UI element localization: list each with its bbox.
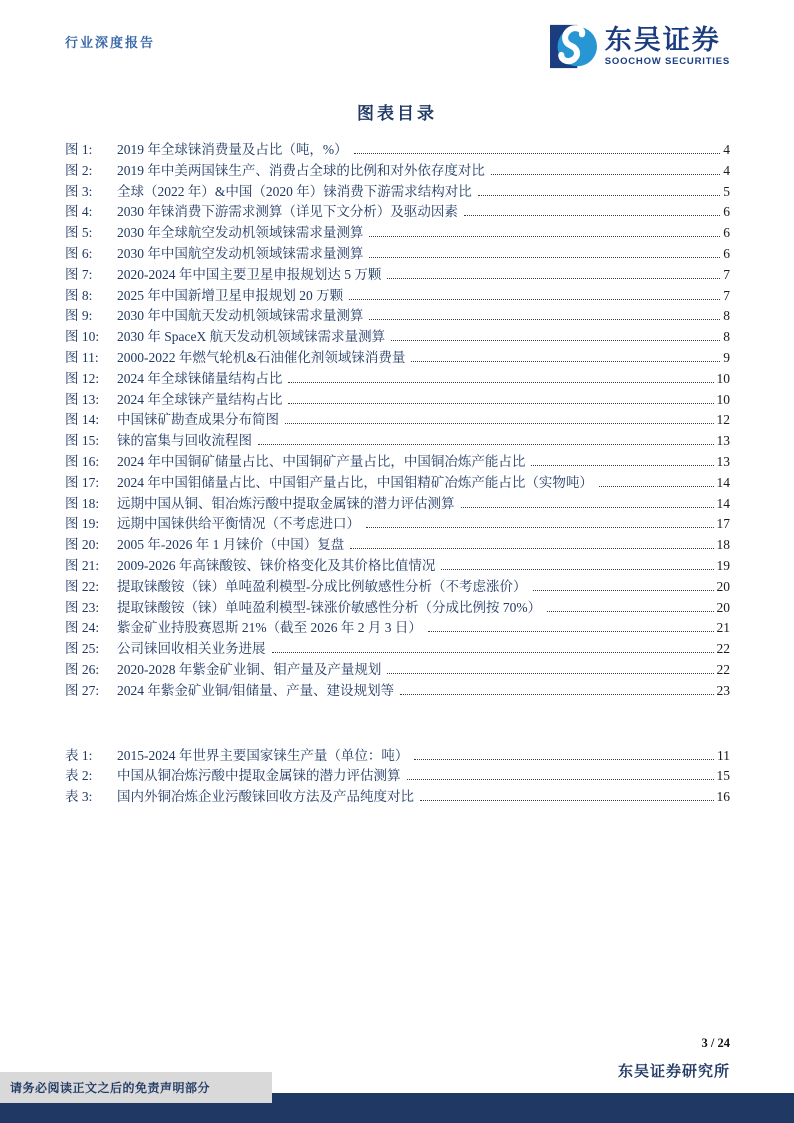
toc-entry-label: 图 9: <box>65 308 93 324</box>
toc-entry-title: 2020-2024 年中国主要卫星申报规划达 5 万颗 <box>117 266 382 282</box>
toc-entry[interactable] <box>65 512 730 533</box>
toc-entry-label: 图 2: <box>65 162 93 178</box>
toc-entry-page: 21 <box>716 620 730 636</box>
toc-entry[interactable] <box>65 764 730 785</box>
toc-entry-title: 提取铼酸铵（铼）单吨盈利模型-铼涨价敏感性分析（分成比例按 70%） <box>117 599 542 615</box>
toc-entry-label: 图 26: <box>65 661 100 677</box>
dot-leader <box>369 319 720 320</box>
toc-entry-page: 11 <box>717 747 730 763</box>
toc-entry-label: 表 3: <box>65 789 93 805</box>
toc-entry[interactable] <box>65 388 730 409</box>
toc-entry-label: 表 2: <box>65 768 93 784</box>
dot-leader <box>288 382 713 383</box>
toc-entry-label: 图 8: <box>65 287 93 303</box>
toc-entry[interactable] <box>65 159 730 180</box>
toc-entry-title: 远期中国铼供给平衡情况（不考虑进口） <box>117 516 360 532</box>
toc-entry-label: 图 23: <box>65 599 100 615</box>
toc-entry-title: 2030 年铼消费下游需求测算（详见下文分析）及驱动因素 <box>117 204 458 220</box>
toc-entry[interactable] <box>65 325 730 346</box>
toc-entry-page: 14 <box>716 495 730 511</box>
toc-entry-label: 图 20: <box>65 537 100 553</box>
toc-entry-title: 中国从铜冶炼污酸中提取金属铼的潜力评估测算 <box>117 768 401 784</box>
toc-entry-page: 7 <box>723 287 730 303</box>
brand-text <box>604 24 730 67</box>
soochow-logo-icon <box>550 24 597 69</box>
dot-leader <box>464 215 720 216</box>
page-header <box>65 24 730 74</box>
toc-entry[interactable] <box>65 408 730 429</box>
toc-entry[interactable] <box>65 637 730 658</box>
dot-leader <box>478 195 720 196</box>
brand-logo <box>550 24 730 69</box>
dot-leader <box>420 800 714 801</box>
toc-entry-page: 12 <box>716 412 730 428</box>
dot-leader <box>533 590 714 591</box>
toc-entry[interactable] <box>65 554 730 575</box>
toc-entry-page: 6 <box>723 245 730 261</box>
toc-entry-title: 2025 年中国新增卫星申报规划 20 万颗 <box>117 287 344 303</box>
toc-entry-title: 紫金矿业持股赛恩斯 21%（截至 2026 年 2 月 3 日） <box>117 620 422 636</box>
toc-entry-page: 22 <box>716 661 730 677</box>
toc-entry-label: 图 14: <box>65 412 100 428</box>
dot-leader <box>411 361 720 362</box>
toc-entry-title: 2030 年全球航空发动机领域铼需求量测算 <box>117 225 364 241</box>
dot-leader <box>258 444 714 445</box>
toc-entry[interactable] <box>65 785 730 806</box>
toc-entry-label: 图 16: <box>65 453 100 469</box>
institute-label: 东吴证券研究所 <box>617 1064 730 1080</box>
toc-entry-label: 图 19: <box>65 516 100 532</box>
toc-entry[interactable] <box>65 679 730 700</box>
toc-entry[interactable] <box>65 242 730 263</box>
toc-entry-title: 2005 年-2026 年 1 月铼价（中国）复盘 <box>117 537 345 553</box>
dot-leader <box>547 611 713 612</box>
toc-entry-page: 9 <box>723 349 730 365</box>
toc-entry-label: 图 11: <box>65 349 99 365</box>
dot-leader <box>599 486 714 487</box>
toc-entry-page: 10 <box>716 370 730 386</box>
toc-entry-title: 2015-2024 年世界主要国家铼生产量（单位：吨） <box>117 747 409 763</box>
toc-entry-label: 图 6: <box>65 245 93 261</box>
toc-entry-label: 表 1: <box>65 747 93 763</box>
toc-entry[interactable] <box>65 658 730 679</box>
toc-entry[interactable] <box>65 200 730 221</box>
toc-entry-page: 20 <box>716 599 730 615</box>
toc-entry[interactable] <box>65 304 730 325</box>
toc-entry[interactable] <box>65 616 730 637</box>
toc-entry[interactable] <box>65 138 730 159</box>
toc-entry[interactable] <box>65 596 730 617</box>
toc-entry-page: 8 <box>723 308 730 324</box>
toc-entry-label: 图 7: <box>65 266 93 282</box>
toc-entry-label: 图 25: <box>65 641 100 657</box>
toc-entry-page: 5 <box>723 183 730 199</box>
dot-leader <box>387 278 720 279</box>
toc-entry-title: 2020-2028 年紫金矿业铜、钼产量及产量规划 <box>117 661 382 677</box>
toc-entry-page: 8 <box>723 329 730 345</box>
toc-entry-page: 20 <box>716 578 730 594</box>
toc-entry-label: 图 12: <box>65 370 100 386</box>
toc <box>65 138 730 806</box>
dot-leader <box>407 779 714 780</box>
toc-entry-title: 公司铼回收相关业务进展 <box>117 641 266 657</box>
toc-entry-page: 4 <box>723 142 730 157</box>
toc-entry-label: 图 17: <box>65 474 100 490</box>
toc-entry-title: 2030 年 SpaceX 航天发动机领域铼需求量测算 <box>117 329 386 345</box>
toc-entry-title: 中国铼矿勘查成果分布简图 <box>117 412 279 428</box>
dot-leader <box>400 694 713 695</box>
toc-entry[interactable] <box>65 471 730 492</box>
dot-leader <box>285 423 714 424</box>
toc-entry[interactable] <box>65 367 730 388</box>
toc-entry[interactable] <box>65 180 730 201</box>
toc-entry[interactable] <box>65 450 730 471</box>
toc-entry-title: 2024 年紫金矿业铜/钼储量、产量、建设规划等 <box>117 682 395 698</box>
dot-leader <box>531 465 713 466</box>
toc-entry-page: 17 <box>716 516 730 532</box>
toc-entry-page: 16 <box>716 789 730 805</box>
toc-entry[interactable] <box>65 221 730 242</box>
toc-entry[interactable] <box>65 346 730 367</box>
dot-leader <box>387 673 713 674</box>
dot-leader <box>414 759 714 760</box>
toc-entry-page: 18 <box>716 537 730 553</box>
toc-entry-title: 2009-2026 年高铼酸铵、铼价格变化及其价格比值情况 <box>117 557 436 573</box>
report-type-label: 行业深度报告 <box>65 35 156 50</box>
disclaimer-label: 请务必阅读正文之后的免责声明部分 <box>0 1072 272 1103</box>
toc-entry[interactable] <box>65 533 730 554</box>
dot-leader <box>272 652 714 653</box>
toc-entry-page: 13 <box>716 453 730 469</box>
toc-entry-label: 图 10: <box>65 329 100 345</box>
toc-entry-label: 图 21: <box>65 557 100 573</box>
toc-entry-title: 国内外铜冶炼企业污酸铼回收方法及产品纯度对比 <box>117 789 414 805</box>
toc-entry-title: 全球（2022 年）&中国（2020 年）铼消费下游需求结构对比 <box>117 183 472 199</box>
toc-entry-title: 2024 年中国钼储量占比、中国钼产量占比，中国钼精矿冶炼产能占比（实物吨） <box>117 474 593 490</box>
dot-leader <box>288 403 713 404</box>
toc-entry-label: 图 1: <box>65 142 93 157</box>
dot-leader <box>391 340 720 341</box>
toc-entry-page: 13 <box>716 433 730 449</box>
brand-name-cn: 东吴证券 <box>604 24 721 55</box>
toc-figures-list <box>65 138 730 700</box>
toc-entry[interactable] <box>65 429 730 450</box>
toc-entry-title: 2019 年全球铼消费量及占比（吨，%） <box>117 142 348 157</box>
dot-leader <box>354 153 721 154</box>
toc-entry-label: 图 4: <box>65 204 93 220</box>
toc-entry-title: 2030 年中国航天发动机领域铼需求量测算 <box>117 308 364 324</box>
toc-entry-title: 2024 年全球铼储量结构占比 <box>117 370 283 386</box>
toc-entry-title: 提取铼酸铵（铼）单吨盈利模型-分成比例敏感性分析（不考虑涨价） <box>117 578 527 594</box>
toc-entry-page: 10 <box>716 391 730 407</box>
toc-tables-list <box>65 744 730 806</box>
toc-entry[interactable] <box>65 284 730 305</box>
toc-entry-title: 2024 年中国铜矿储量占比、中国铜矿产量占比，中国铜冶炼产能占比 <box>117 453 526 469</box>
dot-leader <box>491 174 720 175</box>
toc-entry[interactable] <box>65 263 730 284</box>
toc-entry[interactable] <box>65 744 730 765</box>
toc-entry-page: 22 <box>716 641 730 657</box>
toc-entry-label: 图 24: <box>65 620 100 636</box>
toc-entry-label: 图 27: <box>65 682 100 698</box>
toc-entry-title: 远期中国从铜、钼冶炼污酸中提取金属铼的潜力评估测算 <box>117 495 455 511</box>
toc-entry-label: 图 18: <box>65 495 100 511</box>
dot-leader <box>349 299 720 300</box>
toc-entry-title: 2030 年中国航空发动机领域铼需求量测算 <box>117 245 364 261</box>
toc-entry-page: 7 <box>723 266 730 282</box>
toc-entry[interactable] <box>65 575 730 596</box>
page-number: 3 / 24 <box>701 1036 730 1050</box>
brand-name-en: SOOCHOW SECURITIES <box>604 55 730 67</box>
toc-entry-title: 2024 年全球铼产量结构占比 <box>117 391 283 407</box>
dot-leader <box>366 527 714 528</box>
toc-entry-page: 19 <box>716 557 730 573</box>
toc-entry-title: 2000-2022 年燃气轮机&石油催化剂领域铼消费量 <box>117 349 406 365</box>
toc-entry-label: 图 15: <box>65 433 100 449</box>
toc-entry-label: 图 3: <box>65 183 93 199</box>
toc-entry-page: 4 <box>723 162 730 178</box>
toc-entry-page: 23 <box>716 682 730 698</box>
toc-entry-label: 图 22: <box>65 578 100 594</box>
toc-entry-label: 图 5: <box>65 225 93 241</box>
dot-leader <box>461 507 714 508</box>
dot-leader <box>428 631 714 632</box>
dot-leader <box>369 257 720 258</box>
toc-entry-title: 2019 年中美两国铼生产、消费占全球的比例和对外依存度对比 <box>117 162 485 178</box>
dot-leader <box>369 236 720 237</box>
toc-entry-page: 15 <box>716 768 730 784</box>
toc-entry-title: 铼的富集与回收流程图 <box>117 433 252 449</box>
toc-entry-page: 6 <box>723 225 730 241</box>
toc-entry-page: 6 <box>723 204 730 220</box>
toc-entry[interactable] <box>65 492 730 513</box>
toc-entry-page: 14 <box>716 474 730 490</box>
page-title: 图表目录 <box>357 104 437 123</box>
dot-leader <box>350 548 713 549</box>
toc-entry-label: 图 13: <box>65 391 100 407</box>
dot-leader <box>441 569 713 570</box>
